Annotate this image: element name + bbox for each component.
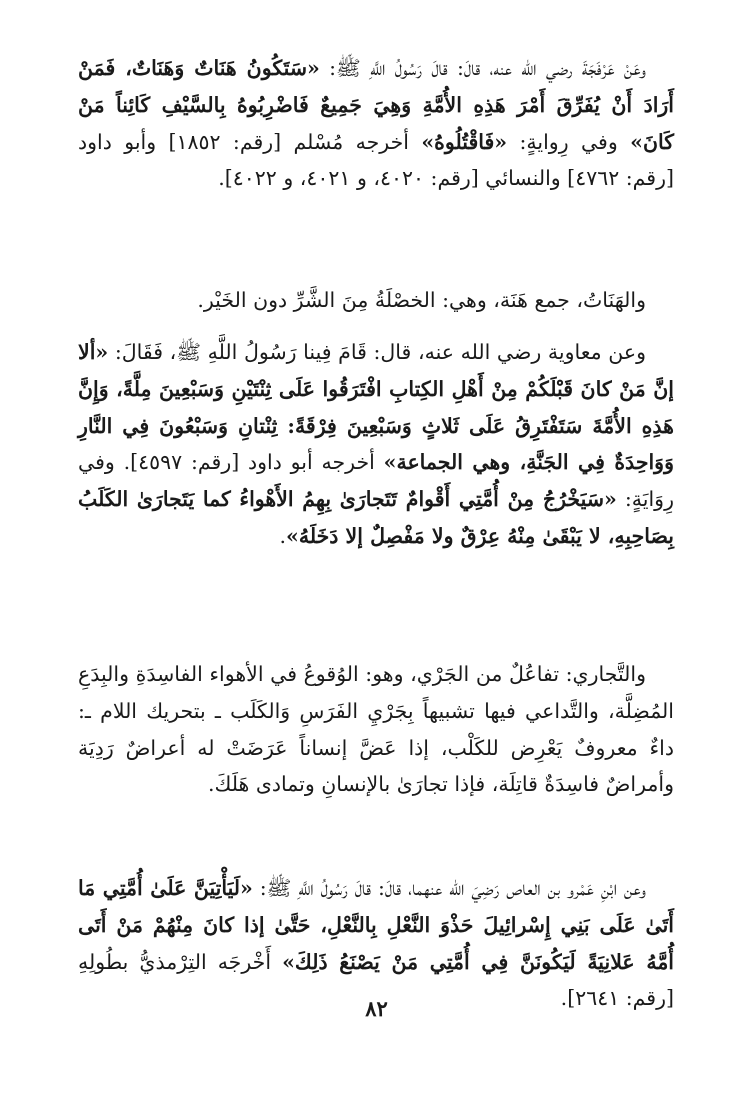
paragraph-text: وعَنْ عَرْفَجَةَ رضي الله عنه، قالَ: قالَ رَسُولُ اللَّهِ ﷺ: bbox=[319, 56, 646, 80]
paragraph-gap bbox=[78, 852, 674, 870]
paragraph-muawiya-hadith bbox=[78, 334, 674, 642]
citation-text: أخرجه أبو داود [رقم: ٤٥٩٧]. وفي رِوَايَةٍ: bbox=[78, 450, 674, 512]
citation-text: أخرجه مُسْلم [رقم: ١٨٥٢] وأبو داود [رقم: ٤٧٦٢] والنسائي [رقم: ٤٠٢٠، و ٤٠٢١، و ٤٠٢٢]. bbox=[78, 129, 674, 191]
hadith-quote: «سَيَخْرُجُ مِنْ أُمَّتِي أَقْوامٌ تَتَجارَىٰ بِهِمُ الأَهْواءُ كما يَتَجارَىٰ الكَلَبُ بِصَاحِبِهِ، لا يَبْقَىٰ مِنْهُ عِرْقٌ ولا مَفْصِلٌ إلا دَخَلَهُ» bbox=[78, 487, 674, 548]
citation-text: أَخْرجَه التِرْمذيُّ بطُولِهِ [رقم: ٢٦٤١]. bbox=[78, 949, 674, 1011]
paragraph-tajari-definition bbox=[78, 656, 674, 852]
hadith-quote: «لَيَأْتِيَنَّ عَلَىٰ أُمَّتِي مَا أَتَىٰ عَلَى بَنِي إِسْرائِيلَ حَذْوَ النَّعْلِ بِالنَّعْلِ، حَتَّىٰ إذا كانَ مِنْهُمْ مَنْ أَتَى أُمَّهُ عَلانِيَةً لَيَكُونَنَّ فِي أُمَّتِي مَنْ يَصْنَعُ ذَلِكَ» bbox=[78, 876, 675, 974]
paragraph-gap bbox=[78, 642, 674, 656]
paragraph-text: والتَّجاري: تفاعُلٌ من الجَرْي، وهو: الوُقوعُ في الأهواء الفاسِدَةِ والبِدَعِ المُضِلَّة، والتَّداعي فيها تشبيهاً بِجَرْيِ الفَرَسِ وَالكَلَب ـ بتحريك اللام ـ: داءٌ معروفٌ يَعْرِض للكَلْب، إذا عَضَّ إنساناً عَرَضَتْ له أعراضٌ رَدِيَة وأمراضٌ فاسِدَةٌ قاتِلَة، فإذا تجارَىٰ بالإنسانِ وتمادى هَلَكَ. bbox=[78, 662, 674, 797]
paragraph-hanat-definition bbox=[78, 282, 674, 322]
hadith-quote: «ألا إنَّ مَنْ كانَ قَبْلَكُمْ مِنْ أَهْلِ الكِتابِ افْتَرَقُوا عَلَى ثِنْتَيْنِ وَسَبْعِينَ مِلَّةً، وَإِنَّ هَذِهِ الأُمَّةَ سَتَفْتَرِقُ عَلَى ثَلاثٍ وَسَبْعِينَ فِرْقَةً: ثِنْتانِ وَسَبْعُونَ فِي النَّارِ وَوَاحِدَةٌ فِي الجَنَّةِ، وهي الجماعة» bbox=[78, 340, 674, 475]
paragraph-text: وفي رِوايةٍ: bbox=[507, 129, 631, 154]
page-body bbox=[78, 50, 674, 1017]
hadith-quote: «فَاقْتُلُوهُ» bbox=[421, 129, 508, 154]
paragraph-text: والهَنَاتُ، جمع هَنَة، وهي: الخصْلَةُ مِنَ الشَّرِّ دون الخَيْر. bbox=[197, 288, 646, 312]
hadith-quote: «سَتَكُونُ هَنَاتٌ وَهَنَاتٌ، فَمَنْ أَرَادَ أَنْ يُفَرِّقَ أَمْرَ هَذِهِ الأُمَّةِ وَهِيَ جَمِيعٌ فَاضْرِبُوهُ بِالسَّيْفِ كَائِناً مَنْ كَانَ» bbox=[78, 56, 675, 154]
paragraph-text: وعن ابْنِ عَمْرو بن العاص رَضِيَ الله عنهما، قالَ: قالَ رَسُولُ اللَّهِ ﷺ: bbox=[252, 876, 646, 900]
paragraph-gap bbox=[78, 272, 674, 282]
paragraph-arfaja-hadith bbox=[78, 50, 674, 272]
paragraph-text: وعن معاوية رضي الله عنه، قال: قَامَ فِينا رَسُولُ اللَّهِ ﷺ، فَقَالَ: bbox=[108, 340, 646, 364]
paragraph-text: . bbox=[279, 523, 287, 548]
paragraph-gap bbox=[78, 322, 674, 334]
page-number: ٨٢ bbox=[365, 996, 388, 1021]
